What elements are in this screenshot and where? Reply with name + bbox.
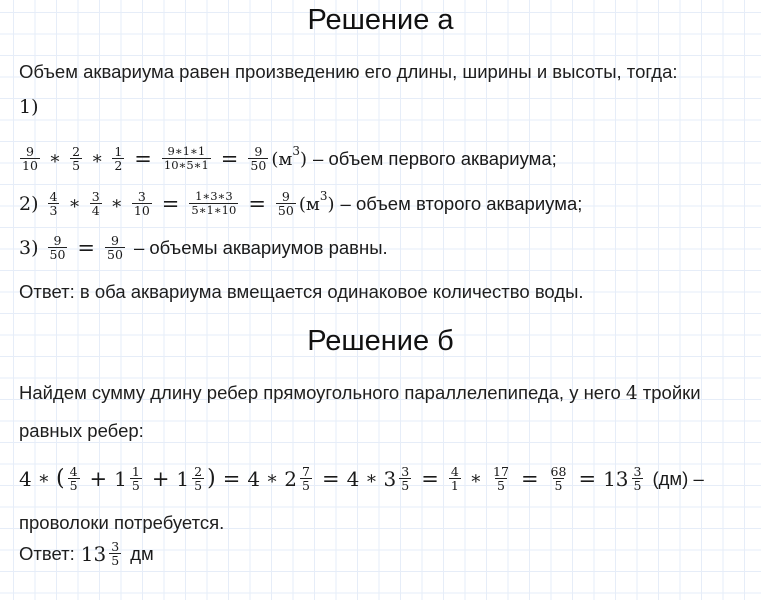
fraction: $\frac{1}{5}$ (131, 464, 140, 493)
section-b-equation: 4 ∗ ( $\frac{4}{5}$ + 1 $\frac{1}{5}$ + 1 $\frac{2}{5}$ ) = 4 ∗ 2 $\frac{7}{5}$ = 4 ∗ 3 $\frac{3}{5}$ = $\frac{4}{1}$ ∗ $\frac{17}{5}$ = $\frac{68}{5}$ = 13 $\frac{3}{5}$ (дм) – (19, 464, 704, 493)
step1-equation: $\frac{9}{10}$ ∗ $\frac{2}{5}$ ∗ $\frac{1}{2}$ = $\frac{9∗1∗1}{10∗5∗1}$ = $\frac{9}{50}$ $(м^3)$ – объем первого аквариума; (22, 144, 557, 173)
fraction: $\frac{9}{50}$ (49, 233, 66, 262)
step1-comment: – объем первого аквариума; (313, 147, 557, 169)
unit-dm: (дм) – (652, 467, 704, 489)
fraction: $\frac{68}{5}$ (550, 464, 567, 493)
step2-comment: – объем второго аквариума; (340, 192, 583, 214)
step2-equation: 2) $\frac{4}{3}$ ∗ $\frac{3}{4}$ ∗ $\frac{3}{10}$ = $\frac{1∗3∗3}{5∗1∗10}$ = $\frac{9}{50}$ $(м^3)$ – объем второго аквариума; (19, 189, 583, 218)
fraction: $\frac{9}{50}$ (277, 189, 294, 218)
section-b-intro-line1: Найдем сумму длину ребер прямоугольного параллелепипеда, у него 4 тройки (19, 382, 701, 404)
fraction: $\frac{4}{1}$ (450, 464, 459, 493)
section-a-title: Решение а (307, 4, 454, 36)
step1-label: 1) (19, 96, 39, 118)
unit-cubic-meters: $(м^3)$ (298, 189, 335, 215)
step3-label: 3) (19, 236, 39, 259)
fraction: $\frac{7}{5}$ (302, 464, 310, 493)
fraction: $\frac{1∗3∗3}{5∗1∗10}$ (191, 189, 237, 217)
fraction: $\frac{9}{10}$ (22, 144, 38, 173)
section-b-intro-line2: равных ребер: (19, 420, 144, 441)
unit-cubic-meters: $(м^3)$ (271, 144, 308, 170)
fraction: $\frac{17}{5}$ (493, 464, 509, 493)
step3-comment: – объемы аквариумов равны. (133, 236, 388, 258)
fraction: $\frac{2}{5}$ (194, 464, 203, 493)
step2-label: 2) (19, 192, 39, 215)
fraction: $\frac{4}{5}$ (69, 464, 78, 493)
fraction: $\frac{9}{50}$ (107, 233, 123, 262)
section-a-answer: Ответ: в оба аквариума вмещается одинаковое количество воды. (19, 281, 584, 302)
fraction: $\frac{1}{2}$ (114, 144, 123, 173)
section-b-answer: Ответ: 13 $\frac{3}{5}$ дм (19, 539, 154, 568)
fraction: $\frac{4}{3}$ (49, 189, 58, 218)
fraction: $\frac{3}{4}$ (91, 189, 100, 218)
fraction: $\frac{3}{5}$ (111, 539, 120, 568)
fraction: $\frac{2}{5}$ (72, 144, 81, 173)
fraction: $\frac{9∗1∗1}{10∗5∗1}$ (163, 144, 209, 172)
fraction: $\frac{3}{5}$ (633, 464, 642, 493)
step3-equation: 3) $\frac{9}{50}$ = $\frac{9}{50}$ – объемы аквариумов равны. (19, 233, 388, 262)
fraction: $\frac{3}{10}$ (133, 189, 150, 218)
fraction: $\frac{3}{5}$ (401, 464, 410, 493)
section-b-continuation: проволоки потребуется. (19, 512, 225, 533)
section-a-intro: Объем аквариума равен произведению его длины, ширины и высоты, тогда: (19, 61, 678, 82)
section-b-title: Решение б (307, 325, 454, 357)
fraction: $\frac{9}{50}$ (250, 144, 267, 173)
